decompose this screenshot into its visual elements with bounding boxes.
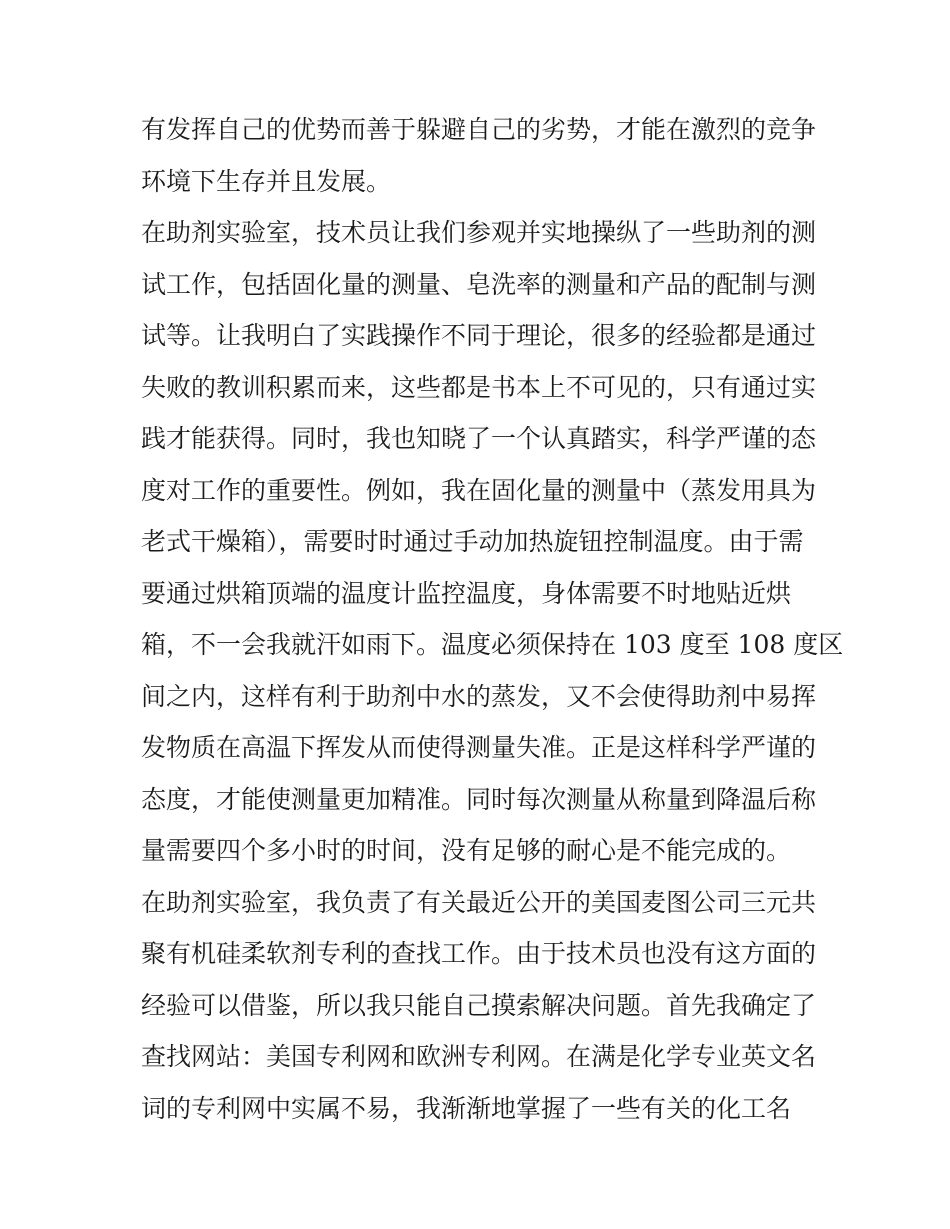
text-line: 老式干燥箱），需要时时通过手动加热旋钮控制温度。由于需: [141, 527, 804, 556]
text-line: 度对工作的重要性。例如，我在固化量的测量中（蒸发用具为: [141, 475, 817, 505]
text-line: 经验可以借鉴，所以我只能自己摸索解决问题。首先我确定了: [141, 990, 817, 1020]
text-line: 试等。让我明白了实践操作不同于理论，很多的经验都是通过: [141, 321, 817, 350]
text-line: 查找网站：美国专利网和欧洲专利网。在满是化学专业英文名: [141, 1042, 817, 1071]
text-line: 环境下生存并且发展。: [141, 166, 392, 196]
text-line: 量需要四个多小时的时间，没有足够的耐心是不能完成的。: [141, 836, 792, 865]
text-line: 试工作，包括固化量的测量、皂洗率的测量和产品的配制与测: [141, 269, 817, 299]
text-line: 要通过烘箱顶端的温度计监控温度，身体需要不时地贴近烘: [141, 578, 792, 608]
text-line: 有发挥自己的优势而善于躲避自己的劣势，才能在激烈的竞争: [141, 115, 817, 144]
text-line: 失败的教训积累而来，这些都是书本上不可见的，只有通过实: [141, 372, 817, 402]
body-text: [141, 104, 844, 1134]
text-line: 箱，不一会我就汗如雨下。温度必须保持在 103 度至 108 度区: [141, 630, 844, 659]
text-line: 词的专利网中实属不易，我渐渐地掌握了一些有关的化工名: [141, 1093, 792, 1123]
text-line: 在助剂实验室，技术员让我们参观并实地操纵了一些助剂的测: [141, 218, 817, 247]
text-line: 发物质在高温下挥发从而使得测量失准。正是这样科学严谨的: [141, 733, 817, 762]
text-line: 间之内，这样有利于助剂中水的蒸发，又不会使得助剂中易挥: [141, 681, 817, 711]
text-line: 在助剂实验室，我负责了有关最近公开的美国麦图公司三元共: [141, 887, 817, 917]
text-line: 践才能获得。同时，我也知晓了一个认真踏实，科学严谨的态: [141, 424, 817, 453]
text-line: 聚有机硅柔软剂专利的查找工作。由于技术员也没有这方面的: [141, 939, 817, 968]
text-line: 态度，才能使测量更加精准。同时每次测量从称量到降温后称: [141, 784, 817, 814]
